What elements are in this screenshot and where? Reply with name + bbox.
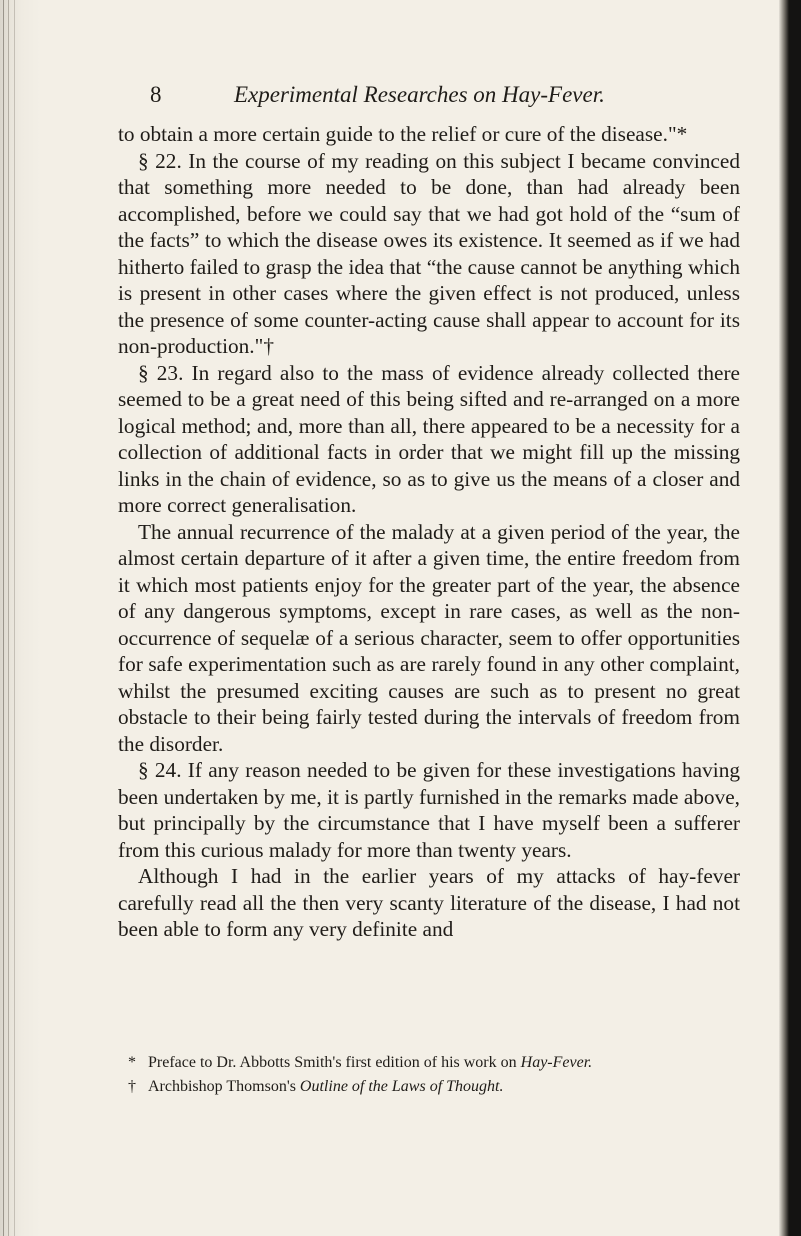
footnotes [128, 1051, 748, 1099]
binding-edge [0, 0, 40, 1236]
footnote-mark: † [128, 1078, 136, 1095]
paragraph: Although I had in the earlier years of my attacks of hay-fever carefully read all the then very scanty literature of the disease, I had not been able to form any very definite and [118, 864, 740, 941]
paragraph: § 24. If any reason needed to be given for these investigations having been undertaken by me, it is partly furnished in the remarks made above, but principally by the circumstance that I have myself been a sufferer from this curious malady for more than twenty years. [118, 758, 740, 862]
paragraph: to obtain a more certain guide to the relief or cure of the disease."* [118, 122, 688, 146]
footnote-text: Preface to Dr. Abbotts Smith's first edition of his work on [148, 1054, 521, 1071]
body-text [118, 121, 740, 943]
paragraph: § 23. In regard also to the mass of evidence already collected there seemed to be a great need of this being sifted and re-arranged on a more logical method; and, more than all, there appeared to be a necessity for a collection of additional facts in order that we might fill up the missing links in the chain of evidence, so as to give us the means of a closer and more correct generalisation. [118, 360, 740, 517]
footnote-text: Archbishop Thomson's [148, 1078, 300, 1095]
footnote-title: Hay-Fever. [520, 1054, 593, 1071]
paragraph: The annual recurrence of the malady at a given period of the year, the almost certain departure of it after a given time, the entire freedom from it which most patients enjoy for the greater part of the year, the absence of any dangerous symptoms, except in rare cases, as well as the non-occurrence of sequelæ of a serious character, seem to offer opportunities for safe experimentation such as are rarely found in any other complaint, whilst the presumed exciting causes are such as to present no great obstacle to their being fairly tested during the intervals of freedom from the disorder. [118, 519, 740, 756]
footnote-mark: * [128, 1054, 136, 1071]
footnote-title: Outline of the Laws of Thought. [299, 1078, 504, 1095]
footnote [128, 1051, 748, 1075]
running-head [150, 82, 670, 112]
footnote [128, 1075, 748, 1099]
page-number: 8 [150, 82, 162, 107]
page-edge-shadow [779, 0, 801, 1236]
paragraph: § 22. In the course of my reading on this subject I became convinced that something more needed to be done, than had already been accomplished, before we could say that we had got hold of the “sum of the facts” to which the disease owes its existence. It seemed as if we had hitherto failed to grasp the idea that “the cause cannot be anything which is present in other cases where the given effect is not produced, unless the presence of some counter-acting cause shall appear to account for its non-production."† [118, 148, 740, 358]
running-title: Experimental Researches on Hay-Fever. [234, 82, 605, 107]
